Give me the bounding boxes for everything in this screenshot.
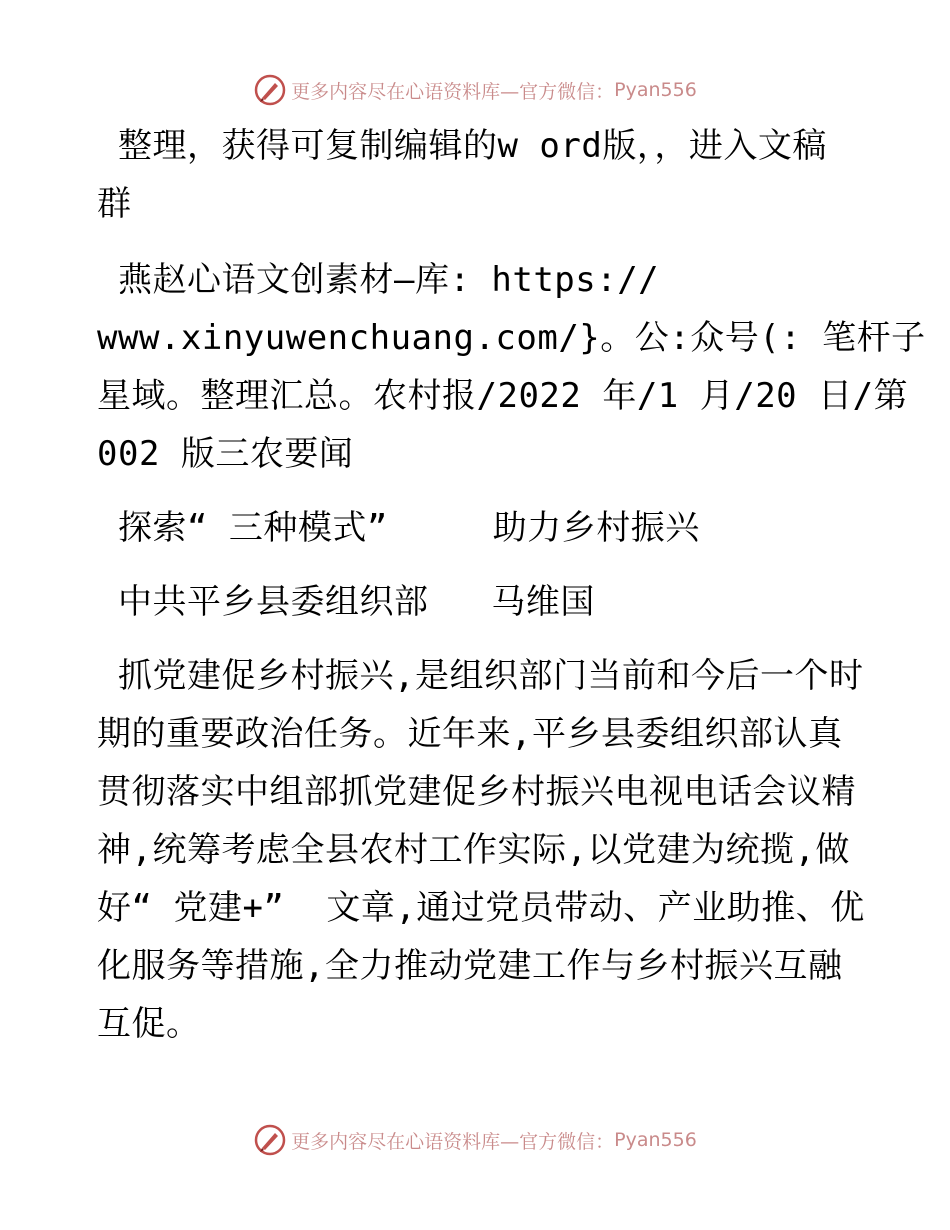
text-line: 整理，获得可复制编辑的w ord版，，进入文稿 bbox=[97, 126, 827, 166]
text-line: 期的重要政治任务。近年来,平乡县委组织部认真 bbox=[97, 714, 843, 754]
watermark-text: 更多内容尽在心语资料库—官方微信： bbox=[291, 1130, 615, 1153]
text-line: 贯彻落实中组部抓党建促乡村振兴电视电话会议精 bbox=[97, 772, 856, 812]
text-line: 抓党建促乡村振兴,是组织部门当前和今后一个时 bbox=[97, 656, 864, 696]
text-line: 神,统筹考虑全县农村工作实际,以党建为统揽,做 bbox=[97, 830, 850, 870]
watermark-brand: Pyan556 bbox=[614, 79, 697, 101]
article-author: 中共平乡县委组织部 马维国 bbox=[97, 582, 595, 622]
watermark-group bbox=[253, 1123, 697, 1157]
text-line: 星域。整理汇总。农村报/2022 年/1 月/20 日/第 bbox=[97, 376, 909, 416]
footer-watermark bbox=[0, 1120, 950, 1160]
text-line: 好“ 党建+” 文章,通过党员带动、产业助推、优 bbox=[97, 888, 865, 928]
text-line: 燕赵心语文创素材—库: https:// bbox=[97, 260, 660, 300]
header-watermark bbox=[0, 70, 950, 110]
text-line: 化服务等措施,全力推动党建工作与乡村振兴互融 bbox=[97, 946, 843, 986]
watermark-brand: Pyan556 bbox=[614, 1129, 697, 1151]
text-line: 群 bbox=[97, 184, 132, 224]
watermark-group bbox=[253, 73, 697, 107]
text-line: www.xinyuwenchuang.com/}。公:众号(: 笔杆子 bbox=[97, 318, 926, 358]
text-line: 002 版三农要闻 bbox=[97, 434, 354, 474]
text-line: 互促。 bbox=[97, 1004, 201, 1044]
watermark-text: 更多内容尽在心语资料库—官方微信： bbox=[291, 80, 615, 103]
article-title: 探索“ 三种模式” 助力乡村振兴 bbox=[97, 508, 700, 548]
pen-logo-icon bbox=[253, 73, 287, 107]
pen-logo-icon bbox=[253, 1123, 287, 1157]
